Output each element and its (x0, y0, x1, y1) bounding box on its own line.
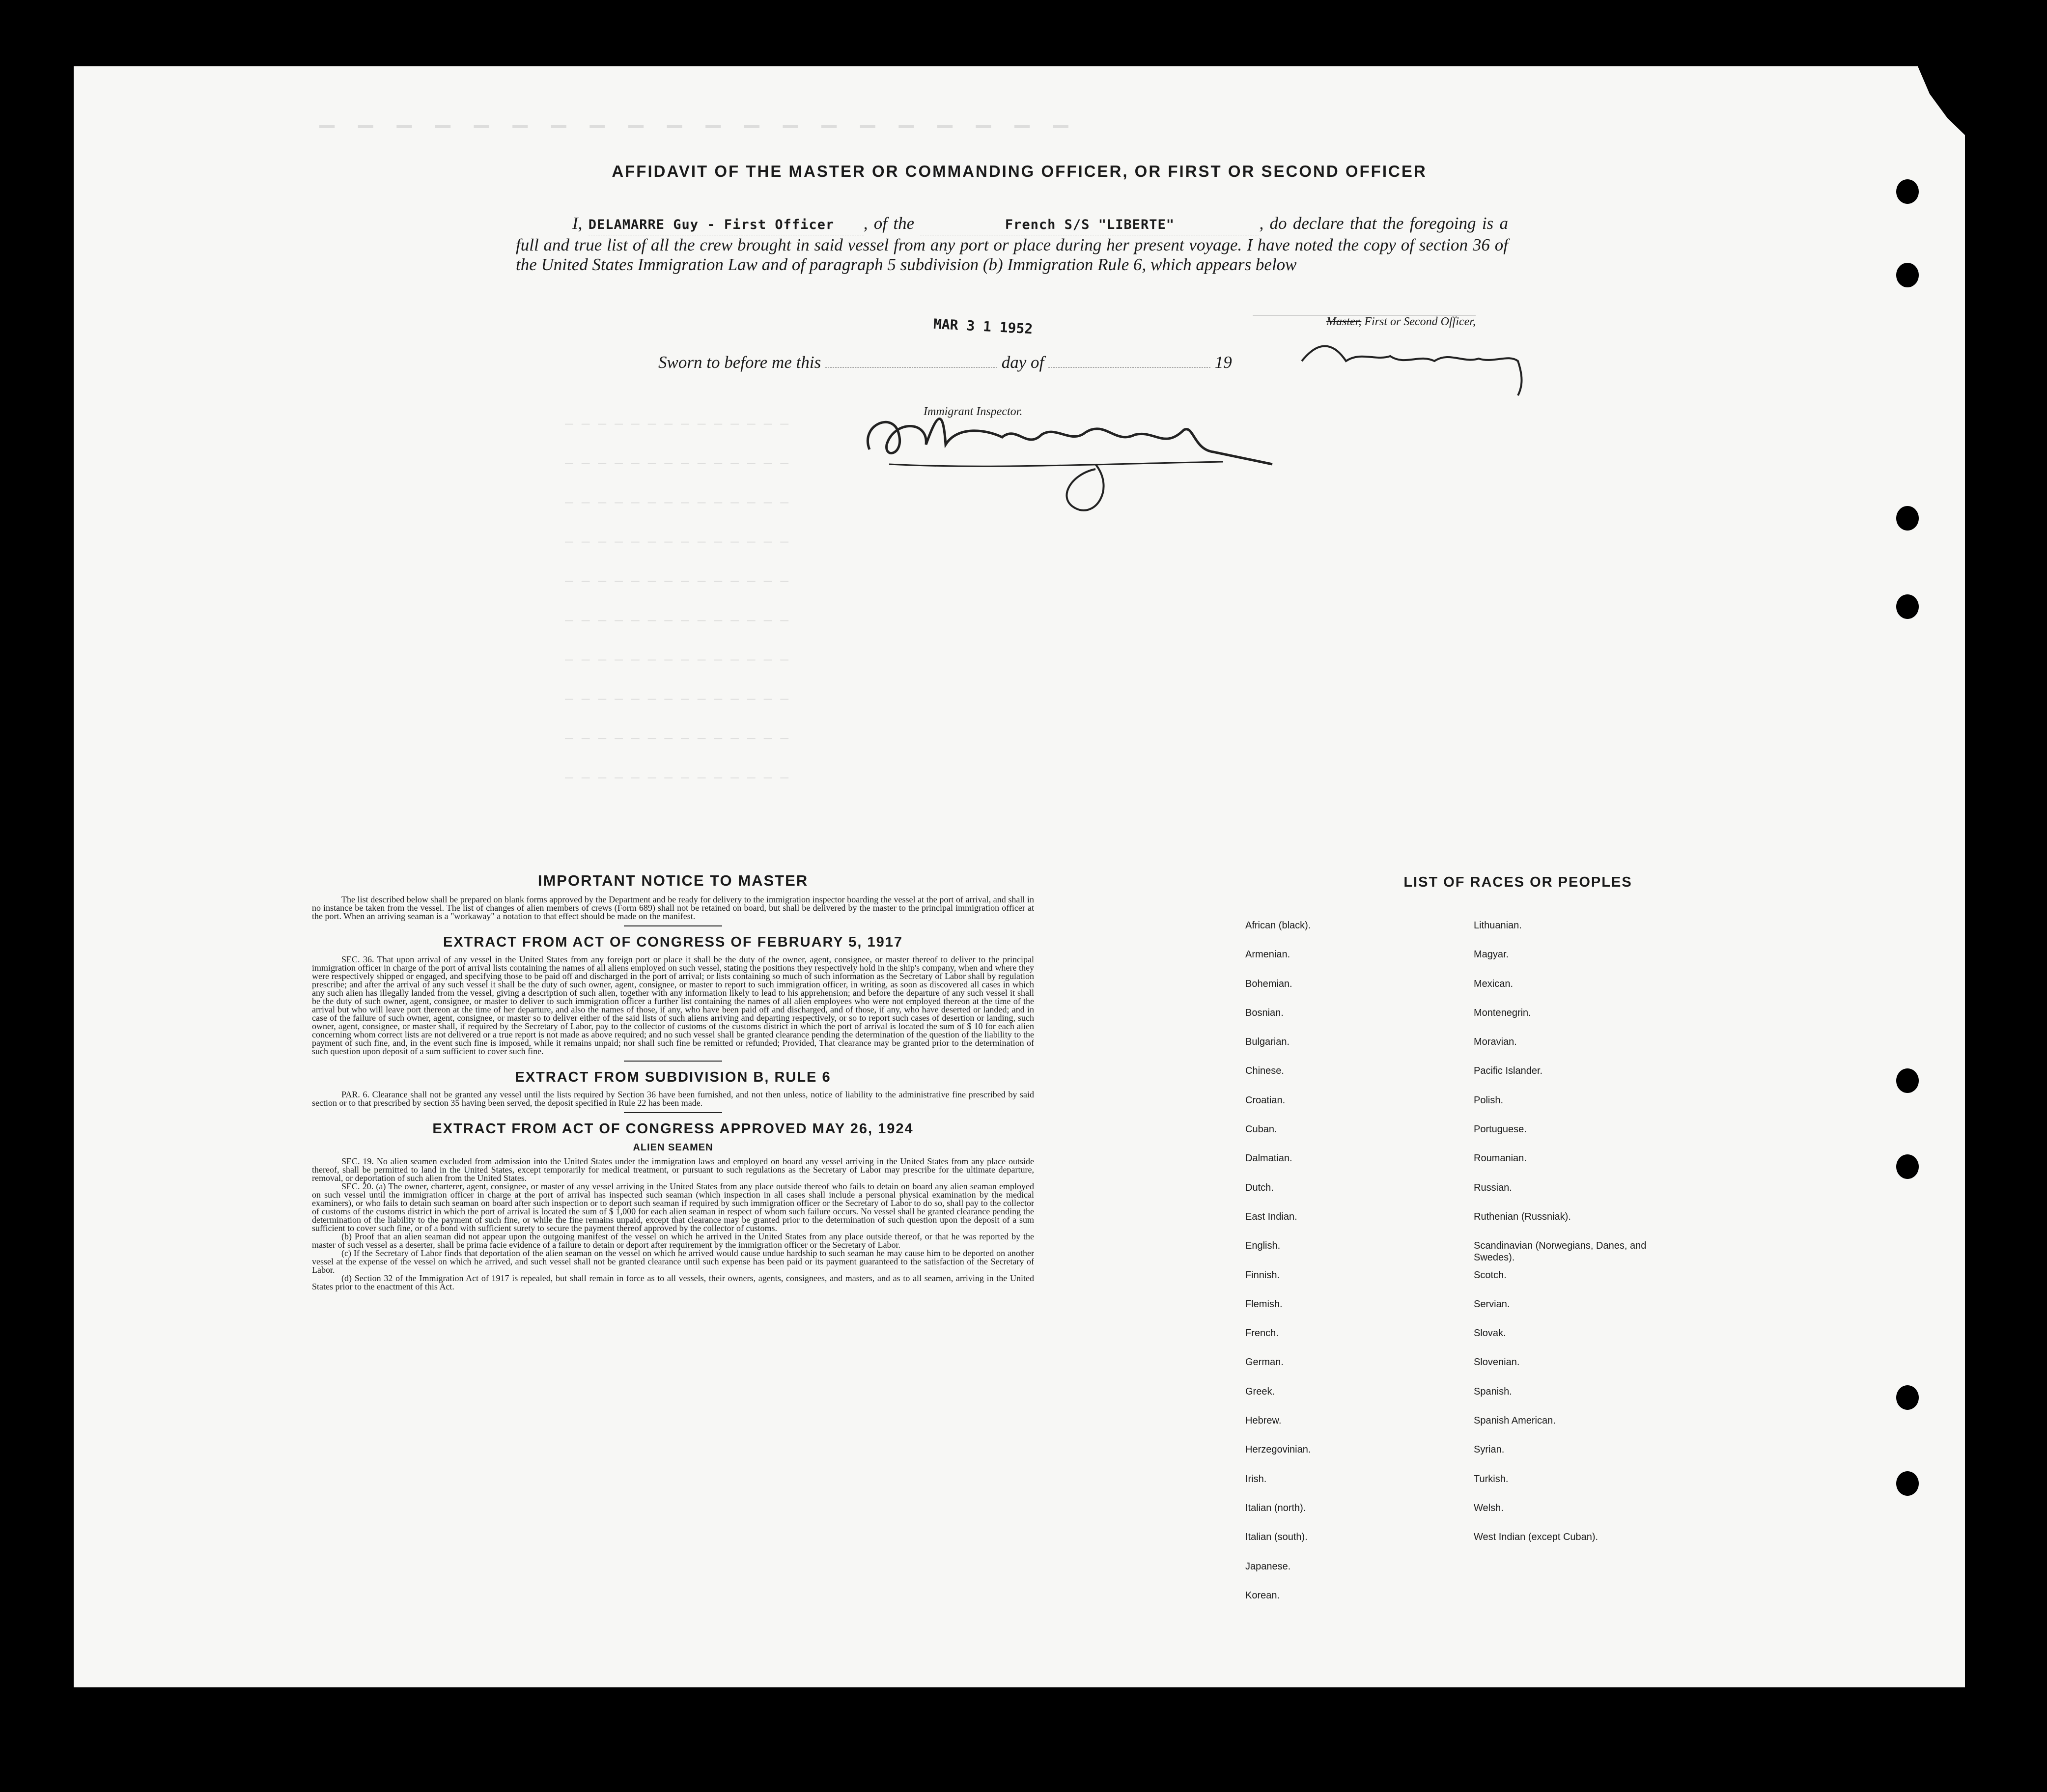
extract-1924-sec20c: (c) If the Secretary of Labor finds that deportation of the alien seaman on the vessel on which he arrived would cause undue hardship to such seaman he may cause him to be deported on another vessel at the expense of the vessel on which he arrived, and such vessel shall not be granted clearance until such expense has been paid or its payment guaranteed to the satisfaction of the Secretary of Labor. (312, 1248, 1034, 1275)
notice-text: The list described below shall be prepared on blank forms approved by the Department and be ready for delivery to the immigration inspector boarding the vessel at the port of arrival, and shall in no instance be taken from the vessel. The list of changes of alien members of crews (Form 689) shall not be retained on board, but shall be delivered by the master to the principal immigration officer at the port. When an arriving seaman is a "workaway" a notation to that effect should be made on the manifest. (312, 895, 1034, 921)
race-item: Roumanian. (1474, 1153, 1527, 1164)
affidavit-i: I, (572, 214, 583, 233)
race-item: Syrian. (1474, 1444, 1505, 1456)
race-item: Servian. (1474, 1298, 1510, 1310)
race-item: Chinese. (1245, 1065, 1284, 1077)
race-item: Herzegovinian. (1245, 1444, 1311, 1456)
extract-1924-title: EXTRACT FROM ACT OF CONGRESS APPROVED MAY 26, 1924 (432, 1121, 914, 1137)
notice-title: IMPORTANT NOTICE TO MASTER (537, 872, 809, 889)
race-item: Scotch. (1474, 1269, 1507, 1281)
punch-hole (1896, 506, 1919, 531)
extract-1917-title: EXTRACT FROM ACT OF CONGRESS OF FEBRUARY 5, 1917 (443, 934, 903, 950)
race-item: East Indian. (1245, 1211, 1297, 1222)
race-item: Ruthenian (Russniak). (1474, 1211, 1571, 1222)
extract-1924-sec20d: (d) Section 32 of the Immigration Act of 1917 is repealed, but shall remain in force as to all vessels, their owners, agents, consignees, and masters, and as to all seamen, arriving in the United States prior to the enactment of this Act. (312, 1273, 1034, 1291)
races-list-left (1245, 920, 1452, 1619)
races-title: LIST OF RACES OR PEOPLES (1403, 874, 1632, 890)
vessel-name-field: French S/S "LIBERTE" (1005, 217, 1175, 232)
race-item: Irish. (1245, 1473, 1267, 1484)
punch-hole (1896, 263, 1919, 287)
punch-hole (1896, 594, 1919, 619)
punch-hole (1896, 1385, 1919, 1410)
race-item: Polish. (1474, 1094, 1504, 1106)
affidavit-do-declare: , do declare (1259, 214, 1344, 233)
divider (624, 1061, 722, 1062)
race-item: Flemish. (1245, 1298, 1283, 1310)
races-list-right (1474, 920, 1680, 1561)
race-item: African (black). (1245, 920, 1311, 931)
race-item: Moravian. (1474, 1036, 1517, 1048)
punch-hole (1896, 1068, 1919, 1093)
extract-1924-sec20b: (b) Proof that an alien seaman did not appear upon the outgoing manifest of the vessel on which he arrived in the United States from any place outside thereof, or that he was reported by the master of such vessel as a deserter, shall be prima facie evidence of a failure to detain or deport after requirement by the immigration officer or the Secretary of Labor. (312, 1232, 1034, 1250)
race-item: Pacific Islander. (1474, 1065, 1543, 1077)
extract-1917-text: SEC. 36. That upon arrival of any vessel in the United States from any foreign port or place it shall be the duty of the owner, agent, consignee, or master thereof to deliver to the principal immigration officer in charge of the port of arrival lists containing the names of all aliens employed on such vessel, stating the positions they respectively hold in the ship's company, when and where they were respectively shipped or engaged, and specifying those to be paid off and discharged in the port of arrival; or lists containing so much of such information as the Secretary of Labor shall by regulation prescribe; and after the arrival of any such vessel it shall be the duty of such owner, agent, consignee, or master to report to such immigration officer, in writing, as soon as discovered all cases in which any such alien has illegally landed from the vessel, giving a description of such alien, together with any information likely to lead to his apprehension; and before the departure of any such vessel it shall be the duty of such owner, agent, consignee, or master to deliver to such immigration officer a further list containing the names of all alien employees who were not employed thereon at the time of the arrival but who will leave port thereon at the time of her departure, and also the names of those, if any, who have been paid off and discharged, and of those, if any, who have deserted or landed; and in case of the failure of such owner, agent, consignee, or master so to deliver either of the said lists of such aliens arriving and departing respectively, or so to report such cases of desertion or landing, such owner, agent, consignee, or master shall, if required by the Secretary of Labor, pay to the collector of customs of the customs district in which the port of arrival is located the sum of $ 10 for each alien concerning whom correct lists are not delivered or a true report is not made as above required; and no such vessel shall be granted clearance pending the determination of the question of the liability to the payment of such fine, and, in the event such fine is imposed, while it remains unpaid; nor shall such fine be remitted or refunded; Provided, That clearance may be granted prior to the determination of such question upon deposit of a sum sufficient to cover such fine. (312, 954, 1034, 1056)
officer-label: First or Second Officer, (1364, 315, 1476, 328)
divider (624, 1112, 722, 1113)
extract-1924-sec19: SEC. 19. No alien seamen excluded from admission into the United States under the immigration laws and employed on board any vessel arriving in the United States from any place outside thereof, shall be permitted to land in the United States, except temporarily for medical treatment, or pursuant to such regulations as the Secretary of Labor may prescribe for the ultimate departure, removal, or deportation of such alien from the United States. (312, 1156, 1034, 1183)
document-page: — — — — — — — — — — — — — — — — — — — — — — — — — — — — — — — — — — — — — — — — — — — — — — — — — — — — — — — — — — — — — — — — — — — — — — — — — — — — — — — — — — — — — — — — — — — — — — — — — — — — — — — — — — — — — — — — — — — — — — — — — — — — — — — — — — — — — — — — — — — — — — — — — — — — — — — — — — — — — — — — AFFIDAVIT OF THE MASTER OR COMMANDING OFFICER, OR FIRST OR SECOND OFFICER I, DELAMARRE Guy - First Officer , of the French S/S "LIBERTE" , do declare that the foregoing is a full and true list of all the crew brought in said vessel from any port or place during her present voyage. I have noted the copy of section 36 of the United States Immigration Law and of paragraph 5 subdivision (b) Immigration Rule 6, which appears below Master, First or Second Officer, MAR 3 1 1952 Sworn to before me this day of 19 Immigrant Inspector. IMPORTANT NOTICE TO MASTER The list described below shall be prepared on blank forms approved by the Department and be ready for delivery to the immigration inspector boarding the vessel at the port of arrival, and shall in no instance be taken from the vessel. The list of changes of alien members of crews (Form 689) shall not be retained on board, but shall be delivered by the master to the principal immigration officer at the port. When an arriving seaman is a "workaway" a notation to that effect should be made on the manifest. EXTRACT FROM ACT OF CONGRESS OF FEBRUARY 5, 1917 SEC. 36. That upon arrival of any vessel in the United States from any foreign port or place it shall be the duty of the owner, agent, consignee, or master thereof to deliver to the principal immigration officer in charge of the port of arrival lists containing the names of all aliens employed on such vessel, stating the positions they respectively hold in the ship's company, when and where they were respectively shipped or engaged, and specifying those to be paid off and discharged in the port of arrival; or lists containing so much of such information as the Secretary of Labor shall by regulation prescribe; and after the arrival of any such vessel it shall be the duty of such owner, agent, consignee, or master to report to such immigration officer, in writing, as soon as discovered all cases in which any such alien has illegally landed from the vessel, giving a description of such alien, together with any information likely to lead to his apprehension; and before the departure of any such vessel it shall be the duty of such owner, agent, consignee, or master to deliver to such immigration officer a further list containing the names of all alien employees who were not employed thereon at the time of the arrival but who will leave port thereon at the time of her departure, and also the names of those, if any, who have been paid off and discharged, and of those, if any, who have deserted or landed; and in case of the failure of such owner, agent, consignee, or master so to deliver either of the said lists of such aliens arriving and departing respectively, or so to report such cases of desertion or landing, such owner, agent, consignee, or master shall, if required by the Secretary of Labor, pay to the collector of customs of the customs district in which the port of arrival is located the sum of $ 10 for each alien concerning whom correct lists are not delivered or a true report is not made as above required; and no such vessel shall be granted clearance pending the determination of the question of the liability to the payment of such fine, and, in the event such fine is imposed, while it remains unpaid; nor shall such fine be remitted or refunded; Provided, That clearance may be granted prior to the determination of such question upon deposit of a sum sufficient to cover such fine. EXTRACT FROM SUBDIVISION B, RULE 6 PAR. 6. Clearance shall not be granted any vessel until the lists required by Section 36 have been furnished, and not then unless, notice of liability to the administrative fine prescribed by said section or to that prescribed by section 35 having been served, the deposit specified in Rule 22 has been made. EXTRACT FROM ACT OF CONGRESS APPROVED MAY 26, 1924 ALIEN SEAMEN SEC. 19. No alien seamen excluded from admission into the United States under the immigration laws and employed on board any vessel arriving in the United States from any place outside thereof, shall be permitted to land in the United States, except temporarily for medical treatment, or pursuant to such regulations as the Secretary of Labor may prescribe for the ultimate departure, removal, or deportation of such alien from the United States. SEC. 20. (a) The owner, charterer, agent, consignee, or master of any vessel arriving in the United States from any place outside thereof who fails to detain on board any alien seaman employed on such vessel until the immigration officer in charge at the port of arrival has inspected such seaman (which inspection in all cases shall include a personal physical examination by the medical examiners), or who fails to detain such seaman on board after such inspection or to deport such seaman if required by such immigration officer or the Secretary of Labor to do so, shall pay to the collector of customs of the customs district in which the port of arrival is located the sum of $ 1,000 for each alien seaman in respect of whom such failure occurs. No vessel shall be granted clearance pending the determination of the liability to the payment of such fine, or while the fine remains unpaid, except that clearance may be granted prior to the determination of such question upon the deposit of a sum sufficient to cover such fine, or of a bond with sufficient surety to secure the payment thereof approved by the collector of customs. (b) Proof that an alien seaman did not appear upon the outgoing manifest of the vessel on which he arrived in the United States from any place outside thereof, or that he was reported by the master of such vessel as a deserter, shall be prima facie evidence of a failure to detain or deport after requirement by the immigration officer or the Secretary of Labor. (c) If the Secretary of Labor finds that deportation of the alien seaman on the vessel on which he arrived would cause undue hardship to such seaman he may cause him to be deported on another vessel at the expense of the vessel on which he arrived, and such vessel shall not be granted clearance until such expense has been paid or its payment guaranteed to the satisfaction of the Secretary of Labor. (d) Section 32 of the Immigration Act of 1917 is repealed, but shall remain in force as to all vessels, their owners, agents, consignees, and masters, and as to all seamen, arriving in the United States prior to the enactment of this Act. LIST OF RACES OR PEOPLES African (black). Armenian. Bohemian. Bosnian. Bulgarian. Chinese. Croatian. Cuban. Dalmatian. Dutch. East Indian. English. Finnish. Flemish. French. German. Greek. Hebrew. Herzegovinian. Irish. Italian (north). Italian (south). Japanese. Korean. Lithuanian. Magyar. Mexican. Montenegrin. Moravian. Pacific Islander. Polish. Portuguese. Roumanian. Russian. Ruthenian (Russniak). Scandinavian (Norwegians, Danes, and Swedes). Scotch. Servian. Slovak. Slovenian. Spanish. Spanish American. Syrian. Turkish. Welsh. West Indian (except Cuban). (74, 66, 1965, 1687)
inspector-label: Immigrant Inspector. (924, 405, 1023, 418)
race-item: Slovenian. (1474, 1357, 1520, 1368)
race-item: Greek. (1245, 1386, 1275, 1397)
legal-extracts (312, 872, 1034, 1291)
race-item: Turkish. (1474, 1473, 1509, 1484)
officer-name-field: DELAMARRE Guy - First Officer (588, 217, 835, 232)
race-item: Bosnian. (1245, 1007, 1284, 1018)
race-item: Welsh. (1474, 1502, 1504, 1513)
race-item: Montenegrin. (1474, 1007, 1531, 1018)
race-item: French. (1245, 1328, 1279, 1339)
affidavit-declaration (516, 214, 1508, 275)
race-item: Spanish. (1474, 1386, 1512, 1397)
master-label-struck: Master, (1326, 315, 1362, 328)
race-item: Armenian. (1245, 949, 1290, 960)
affidavit-title: AFFIDAVIT OF THE MASTER OR COMMANDING OFFICER, OR FIRST OR SECOND OFFICER (612, 162, 1427, 180)
race-item: Croatian. (1245, 1094, 1286, 1106)
race-item: Portuguese. (1474, 1124, 1527, 1135)
race-item: Spanish American. (1474, 1415, 1556, 1427)
officer-signature (1292, 327, 1538, 400)
race-item: Scandinavian (Norwegians, Danes, and Swedes). (1474, 1240, 1647, 1263)
race-item: West Indian (except Cuban). (1474, 1532, 1598, 1543)
race-item: Mexican. (1474, 978, 1514, 989)
torn-corner (1906, 66, 1965, 135)
sworn-label: Sworn to before me this (658, 353, 821, 372)
extract-1924-subtitle: ALIEN SEAMEN (633, 1142, 713, 1153)
date-stamp: MAR 3 1 1952 (933, 315, 1034, 337)
race-item: English. (1245, 1240, 1281, 1252)
race-item: Hebrew. (1245, 1415, 1282, 1427)
day-of-label: day of (1001, 353, 1044, 372)
race-item: Lithuanian. (1474, 920, 1522, 931)
divider (624, 925, 722, 926)
race-item: Finnish. (1245, 1269, 1280, 1281)
race-item: Magyar. (1474, 949, 1509, 960)
inspector-signature (840, 351, 1282, 518)
race-item: Cuban. (1245, 1124, 1277, 1135)
race-item: Bohemian. (1245, 978, 1292, 989)
race-item: Russian. (1474, 1182, 1512, 1193)
race-item: Japanese. (1245, 1561, 1291, 1572)
race-item: Dutch. (1245, 1182, 1274, 1193)
year-prefix: 19 (1214, 353, 1232, 372)
race-item: Italian (south). (1245, 1532, 1308, 1543)
race-item: Korean. (1245, 1590, 1280, 1601)
affidavit-of-the: , of the (863, 214, 915, 233)
extract-1924-sec20a: SEC. 20. (a) The owner, charterer, agent, consignee, or master of any vessel arriving in the United States from any place outside thereof who fails to detain on board any alien seaman employed on such vessel until the immigration officer in charge at the port of arrival has inspected such seaman (which inspection in all cases shall include a personal physical examination by the medical examiners), or who fails to detain such seaman on board after such inspection or to deport such seaman if required by such immigration officer or the Secretary of Labor to do so, shall pay to the collector of customs of the customs district in which the port of arrival is located the sum of $ 1,000 for each alien seaman in respect of whom such failure occurs. No vessel shall be granted clearance pending the determination of the liability to the payment of such fine, or while the fine remains unpaid, except that clearance may be granted prior to the determination of such question upon the deposit of a sum sufficient to cover such fine, or of a bond with sufficient surety to secure the payment thereof approved by the collector of customs. (312, 1181, 1034, 1233)
race-item: Slovak. (1474, 1328, 1506, 1339)
race-item: Italian (north). (1245, 1502, 1306, 1513)
rule6-title: EXTRACT FROM SUBDIVISION B, RULE 6 (515, 1069, 831, 1085)
punch-hole (1896, 1471, 1919, 1496)
race-item: German. (1245, 1357, 1284, 1368)
affidavit-body: that the foregoing is a full and true list of all the crew brought in said vessel from any port or place during her present voyage. I have noted the copy of section 36 of the United States Immigration Law and of paragraph 5 subdivision (b) Immigration Rule 6, which appears below (516, 214, 1509, 274)
punch-hole (1896, 179, 1919, 204)
race-item: Dalmatian. (1245, 1153, 1292, 1164)
rule6-text: PAR. 6. Clearance shall not be granted any vessel until the lists required by Section 36 have been furnished, and not then unless, notice of liability to the administrative fine prescribed by said section or to that prescribed by section 35 having been served, the deposit specified in Rule 22 has been made. (312, 1090, 1034, 1108)
punch-hole (1896, 1154, 1919, 1179)
race-item: Bulgarian. (1245, 1036, 1290, 1048)
